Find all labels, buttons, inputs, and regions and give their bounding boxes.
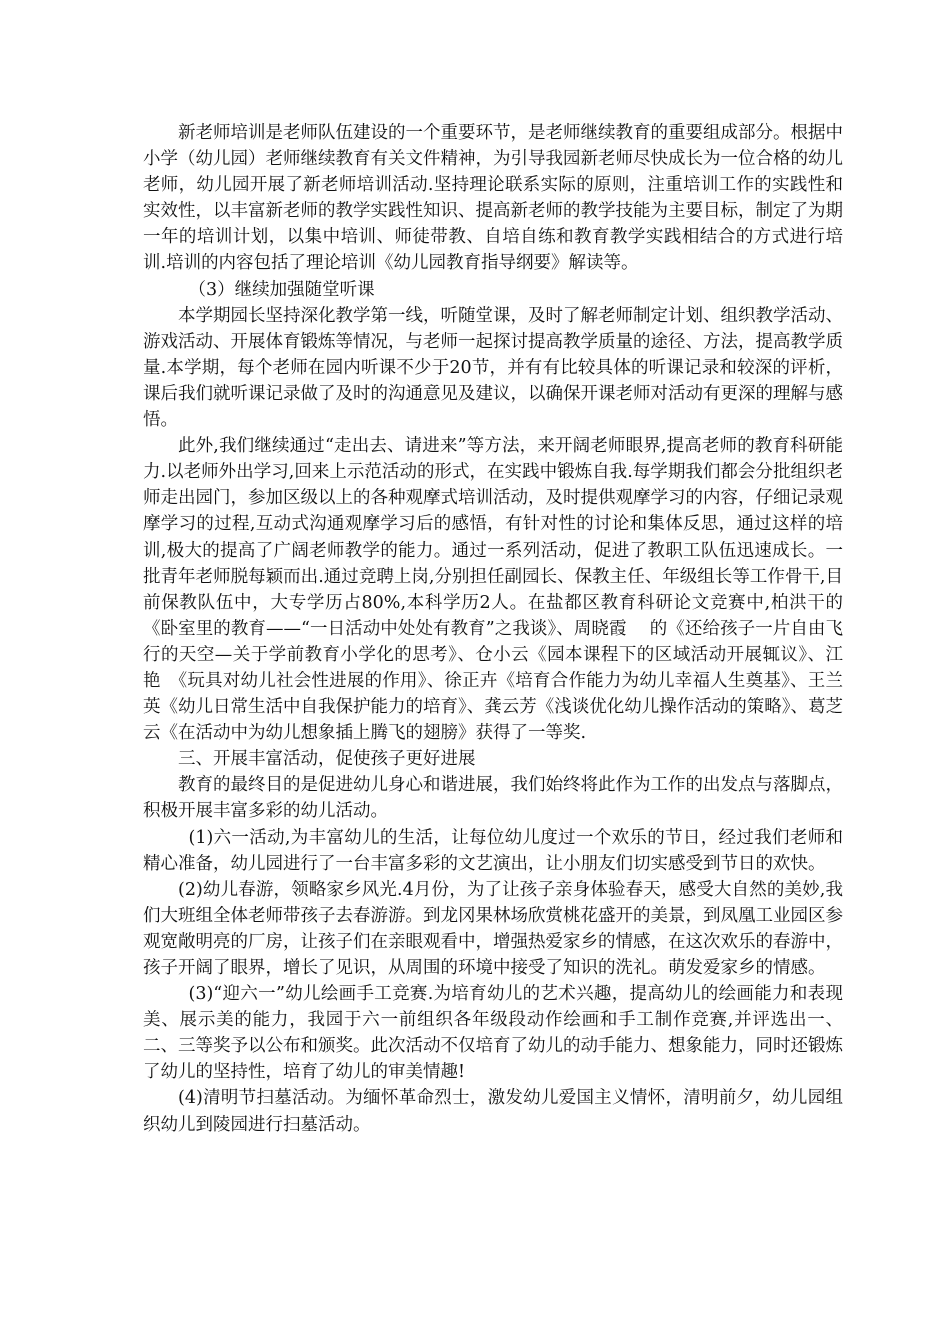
paragraph-activity-qingming: (4)清明节扫墓活动。为缅怀革命烈士，激发幼儿爱国主义情怀，清明前夕，幼儿园组织幼儿到陵园进行扫墓活动。 bbox=[143, 1088, 843, 1135]
paragraph-activity-spring-outing: (2)幼儿春游，领略家乡风光.4月份，为了让孩子亲身体验春天，感受大自然的美妙,我们大班组全体老师带孩子去春游游。到龙冈果林场欣赏桃花盛开的美景，到凤凰工业园区参观宽敞明亮的厂房，让孩子们在亲眼观看中，增强热爱家乡的情感，在这次欢乐的春游中，孩子开阔了眼界，增长了见识，从周围的环境中接受了知识的洗礼。萌发爱家乡的情感。 bbox=[143, 879, 843, 978]
document-page bbox=[143, 120, 867, 1138]
paragraph-activity-drawing-contest: (3)“迎六一”幼儿绘画手工竞赛.为培育幼儿的艺术兴趣，提高幼儿的绘画能力和表现美、展示美的能力，我园于六一前组织各年级段动作绘画和手工制作竞赛,并评选出一、二、三等奖予以公布和颁奖。此次活动不仅培育了幼儿的动手能力、想象能力，同时还锻炼了幼儿的坚持性，培育了幼儿的审美情趣! bbox=[143, 984, 843, 1083]
paragraph-external-learning: 此外,我们继续通过“走出去、请进来”等方法，来开阔老师眼界,提高老师的教育科研能力.以老师外出学习,回来上示范活动的形式，在实践中锻炼自我.每学期我们都会分批组织老师走出园门，参加区级以上的各种观摩式培训活动，及时提供观摩学习的内容，仔细记录观摩学习的过程,互动式沟通观摩学习后的感悟，有针对性的讨论和集体反思，通过这样的培训,极大的提高了广阔老师教学的能力。通过一系列活动，促进了教职工队伍迅速成长。一批青年老师脱每颖而出.通过竞聘上岗,分别担任副园长、保教主任、年级组长等工作骨干,目前保教队伍中，大专学历占80%,本科学历2人。在盐都区教育科研论文竞赛中,柏洪干的《卧室里的教育——“一日活动中处处有教育”之我谈》、周晓霞 的《还给孩子一片自由飞行的天空—关于学前教育小学化的思考》、仓小云《园本课程下的区域活动开展辄议》、江 艳 《玩具对幼儿社会性进展的作用》、徐正卉《培育合作能力为幼儿幸福人生奠基》、王兰英《幼儿日常生活中自我保护能力的培育》、龚云芳《浅谈优化幼儿操作活动的策略》、葛芝云《在活动中为幼儿想象插上腾飞的翅膀》获得了一等奖. bbox=[143, 436, 867, 744]
paragraph-education-goal: 教育的最终目的是促进幼儿身心和谐进展，我们始终将此作为工作的出发点与落脚点，积极开展丰富多彩的幼儿活动。 bbox=[143, 775, 843, 822]
section-heading-activities: 三、开展丰富活动，促使孩子更好进展 bbox=[178, 749, 476, 770]
paragraph-teacher-training: 新老师培训是老师队伍建设的一个重要环节，是老师继续教育的重要组成部分。根据中小学（幼儿园）老师继续教育有关文件精神，为引导我园新老师尽快成长为一位合格的幼儿老师，幼儿园开展了新老师培训活动.坚持理论联系实际的原则，注重培训工作的实践性和实效性，以丰富新老师的教学实践性知识、提高新老师的教学技能为主要目标，制定了为期一年的培训计划，以集中培训、师徒带教、自培自练和教育教学实践相结合的方式进行培训.培训的内容包括了理论培训《幼儿园教育指导纲要》解读等。 bbox=[143, 123, 843, 274]
paragraph-classroom-observation: 本学期园长坚持深化教学第一线，听随堂课，及时了解老师制定计划、组织教学活动、游戏活动、开展体育锻炼等情况，与老师一起探讨提高教学质量的途径、方法，提高教学质量.本学期，每个老师在园内听课不少于20节，并有有比较具体的听课记录和较深的评析，课后我们就听课记录做了及时的沟通意见及建议，以确保开课老师对活动有更深的理解与感悟。 bbox=[143, 305, 843, 431]
paragraph-activity-children-day: (1)六一活动,为丰富幼儿的生活，让每位幼儿度过一个欢乐的节日，经过我们老师和精心准备，幼儿园进行了一台丰富多彩的文艺演出，让小朋友们切实感受到节日的欢快。 bbox=[143, 827, 843, 874]
section-heading-classroom-observation: （3）继续加强随堂听课 bbox=[188, 279, 375, 300]
